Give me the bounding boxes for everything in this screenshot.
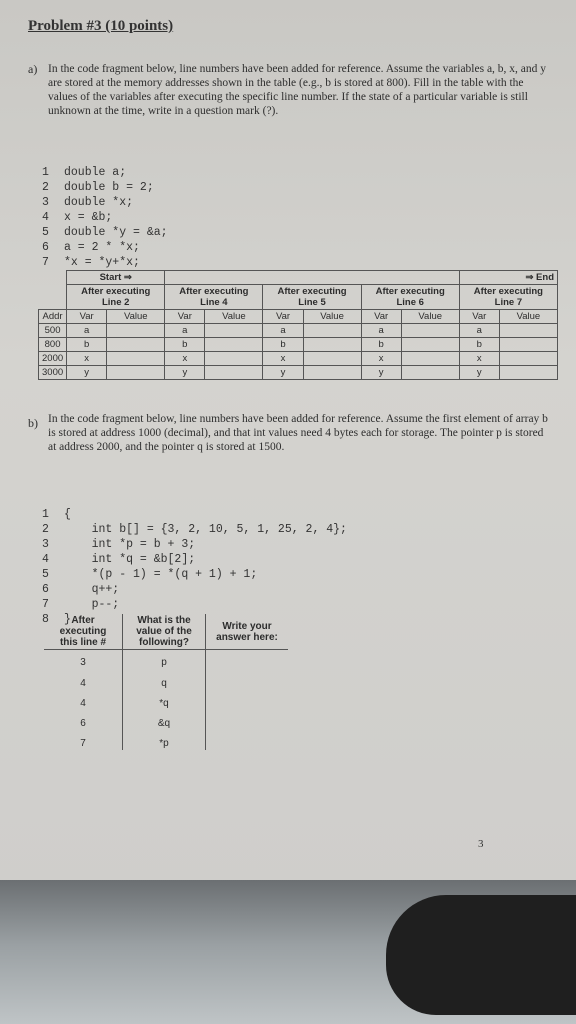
header-line: After executing this line #: [44, 614, 123, 650]
col-group-line-2: After executing Line 2: [67, 285, 165, 310]
code-line: 2 int b[] = {3, 2, 10, 5, 1, 25, 2, 4};: [42, 523, 347, 536]
background-blanket: [386, 895, 576, 1015]
value-cell[interactable]: [401, 324, 459, 338]
table-row: 2000 x x x x x: [39, 352, 558, 366]
col-group-line-5: After executing Line 5: [263, 285, 361, 310]
code-line: 1 {: [42, 508, 71, 521]
code-line: 5 double *y = &a;: [42, 226, 168, 239]
code-line: 3 int *p = b + 3;: [42, 538, 196, 551]
col-group-line-6: After executing Line 6: [361, 285, 459, 310]
value-cell[interactable]: [205, 352, 263, 366]
value-cell[interactable]: [303, 324, 361, 338]
value-cell[interactable]: [205, 324, 263, 338]
answer-table: [44, 614, 288, 750]
value-cell[interactable]: [303, 352, 361, 366]
col-group-line-4: After executing Line 4: [165, 285, 263, 310]
table-row: 4 *q: [44, 690, 288, 710]
value-cell[interactable]: [107, 352, 165, 366]
part-a-label: a): [28, 62, 38, 76]
code-line: 2 double b = 2;: [42, 181, 154, 194]
end-label: ⇒ End: [459, 271, 557, 285]
value-cell[interactable]: [401, 366, 459, 380]
addr-header: Addr: [39, 310, 67, 324]
value-cell[interactable]: [205, 366, 263, 380]
table-row: 800 b b b b b: [39, 338, 558, 352]
table-row: 3 p: [44, 650, 288, 671]
answer-cell[interactable]: [206, 690, 289, 710]
code-line: 8 }: [42, 613, 71, 626]
code-line: 5 *(p - 1) = *(q + 1) + 1;: [42, 568, 258, 581]
page-number: 3: [478, 838, 484, 850]
part-a-code: [42, 150, 168, 285]
table-row: 500 a a a a a: [39, 324, 558, 338]
value-cell[interactable]: [303, 338, 361, 352]
value-cell[interactable]: [499, 338, 557, 352]
table-row: 6 &q: [44, 710, 288, 730]
code-line: 6 q++;: [42, 583, 120, 596]
value-cell[interactable]: [401, 352, 459, 366]
value-cell[interactable]: [499, 366, 557, 380]
code-line: 3 double *x;: [42, 196, 134, 209]
answer-cell[interactable]: [206, 710, 289, 730]
header-expression: What is the value of the following?: [123, 614, 206, 650]
code-line: 4 int *q = &b[2];: [42, 553, 196, 566]
start-label: Start ⇒: [67, 271, 165, 285]
answer-cell[interactable]: [206, 730, 289, 750]
answer-cell[interactable]: [206, 650, 289, 671]
value-cell[interactable]: [499, 352, 557, 366]
table-row: 3000 y y y y y: [39, 366, 558, 380]
part-a-instructions: In the code fragment below, line numbers have been added for reference. Assume the variables a, b, x, and y are stored at the memory addresses shown in the table (e.g., b is stored at 800). Fill in the table with the values of the variables after executing the specific line number. If the state of a particular variable is still unknown at the time, write in a question mark (?).: [48, 63, 547, 117]
value-cell[interactable]: [107, 366, 165, 380]
col-group-line-7: After executing Line 7: [459, 285, 557, 310]
code-line: 4 x = &b;: [42, 211, 113, 224]
answer-cell[interactable]: [206, 670, 289, 690]
problem-title: Problem #3 (10 points): [28, 18, 174, 34]
value-cell[interactable]: [107, 338, 165, 352]
part-b-instructions: In the code fragment below, line numbers have been added for reference. Assume the first element of array b is stored at address 1000 (decimal), and that int values need 4 bytes each for storage. The pointer p is stored at address 2000, and the pointer q is stored at 1500.: [48, 413, 548, 453]
code-line: 1 double a;: [42, 166, 127, 179]
code-line: 6 a = 2 * *x;: [42, 241, 140, 254]
code-line: 7 *x = *y+*x;: [42, 256, 140, 269]
value-cell[interactable]: [303, 366, 361, 380]
value-cell[interactable]: [107, 324, 165, 338]
value-cell[interactable]: [401, 338, 459, 352]
table-row: 7 *p: [44, 730, 288, 750]
header-answer: Write your answer here:: [206, 614, 289, 650]
code-line: 7 p--;: [42, 598, 120, 611]
memory-table: Start ⇒ ⇒ End After executing Line 2 After executing Line 4 After executing Line 5 After executing Line 6 After executing Line 7 Addr Var Value Var Value Var Value Var Value Var Value 500 a a a a a 800 b b b b b 2000 x x x x x 3000 y y y y y: [38, 270, 558, 380]
value-cell[interactable]: [499, 324, 557, 338]
value-cell[interactable]: [205, 338, 263, 352]
part-b-label: b): [28, 416, 38, 430]
table-row: 4 q: [44, 670, 288, 690]
